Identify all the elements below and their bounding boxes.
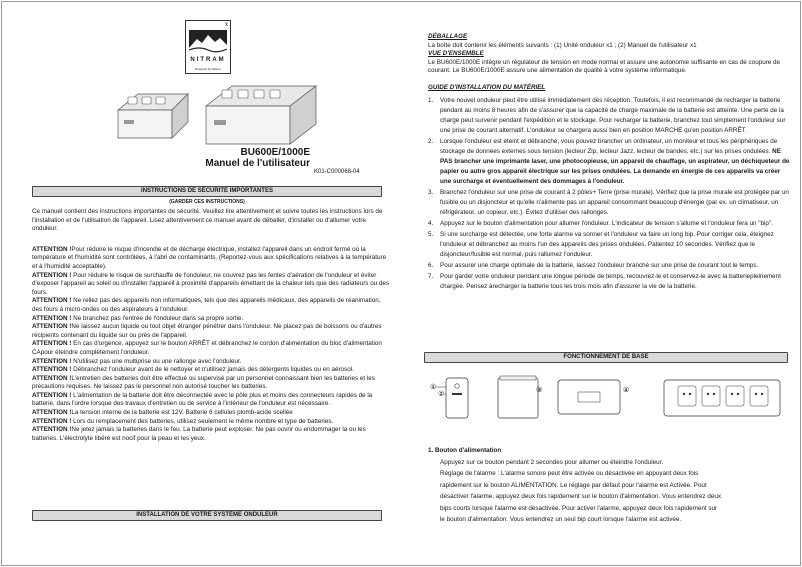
- warning-label: ATTENTION !: [32, 374, 72, 382]
- ups-panel-diagram: [428, 370, 788, 430]
- right-column: [428, 33, 793, 293]
- safety-warning: [32, 246, 390, 272]
- installation-steps: [428, 96, 793, 292]
- logo-corner-mark: x: [225, 22, 228, 28]
- installation-step: [428, 219, 793, 229]
- warning-text: L'entretien des batteries doit être effectué ou supervisé par un personnel connaissant bien les batteries et les précautions requises. Ne laissez pas le personnel non autorisé toucher les batteries.: [32, 374, 375, 391]
- warning-text: Lors du remplacement des batteries, utilisez seulement le même nombre et type de batteries.: [71, 417, 334, 425]
- warning-text: Ne reliez pas des appareils non informatiques, tels que des appareils médicaux, des appareils de réanimation, des fours à micro-ondes ou des aspirateurs à l'onduleur.: [32, 297, 381, 313]
- safety-warning: [32, 366, 390, 375]
- install-section-header: INSTALLATION DE VOTRE SYSTÈME ONDULEUR: [32, 510, 382, 521]
- safety-warning: [32, 409, 390, 418]
- safety-warning: [32, 375, 390, 392]
- logo-brand: NITRAM: [190, 57, 226, 63]
- callout-2: ②: [438, 390, 445, 398]
- step-number: 3.: [428, 188, 434, 196]
- power-line: Réglage de l'alarme : L'alarme sonore peut être activée ou désactivée en appuyant deux fois: [440, 470, 699, 477]
- safety-caption: (GARDER CES INSTRUCTIONS): [169, 199, 245, 205]
- safety-warning: [32, 418, 390, 427]
- socket-icon: [726, 386, 744, 406]
- step-text: Pour assurer une charge optimale de la batterie, laissez l'onduleur branché sur une prise de courant tout le temps.: [440, 261, 759, 269]
- small-unit-side-view: [498, 376, 542, 418]
- document-code: K01-C000068-04: [314, 169, 360, 175]
- small-unit-front-view: [430, 378, 468, 418]
- step-text: Appuyez sur le bouton d'alimentation pour allumer l'onduleur. L'indicateur de tension s'allume et l'onduleur fera un "bip".: [440, 219, 773, 227]
- warning-text: Ne jetez jamais la batteries dans le feu. La batterie peut exploser. Ne pas ouvrir ou endommager la ou les batteries. L'électrolyte libéré est nocif pour la peau et les yeux.: [32, 426, 366, 442]
- warning-text: Ne branchez pas l'entrée de l'onduleur dans sa propre sortie.: [71, 314, 244, 322]
- power-button-section: [428, 445, 793, 526]
- warning-label: ATTENTION !: [32, 409, 72, 417]
- warning-label: ATTENTION !: [32, 297, 72, 305]
- power-line: Appuyez sur ce bouton pendant 2 secondes pour allumer ou éteindre l'onduleur.: [440, 458, 664, 466]
- warning-label: ATTENTION !: [32, 340, 72, 348]
- safety-warning-list: [32, 246, 390, 444]
- warning-text: Pour réduire le risque de surchauffe de l'onduleur, ne couvrez pas les fentes d'aération de l'onduleur et éviter d'exposer l'appareil au soleil ou d'installer l'appareil à proximité d'appareils émettant de la chaleur tels que des radiateurs ou des fours.: [32, 271, 390, 296]
- power-line: le bouton d'alimentation. Vous entendrez un seul bip court lorsque l'alarme est activée.: [440, 516, 682, 523]
- step-text: Lorsque l'onduleur est éteint et débranché, vous pouvez brancher un ordinateur, un moniteur et tous les périphériques de stockage de données externes sous tension (lecteur Zip, lecteur Jazz, lecteur de bandes, etc.) sur les prises ondulées.: [440, 137, 778, 155]
- ups-large-unit: [206, 86, 316, 144]
- safety-instructions: [32, 208, 390, 443]
- warning-text: Pour réduire le risque d'incendie et de décharge électrique, installez l'appareil dans un endroit fermé où la température et l'humidité sont contrôlées, à l'abri de contaminants. (Reportez-vous aux spécifications relatives à la température et à l'humidité acceptable).: [32, 245, 387, 270]
- step-number: 2.: [428, 137, 434, 145]
- safety-warning: [32, 315, 390, 324]
- step-number: 4.: [428, 219, 434, 227]
- large-unit-top-view: [664, 380, 780, 416]
- power-line: désactiver l'alarme, appuyez deux fois rapidement sur le bouton d'alimentation. Vous entendrez deux: [440, 493, 722, 500]
- unpacking-heading: DÉBALLAGE: [428, 33, 468, 40]
- warning-text: La tension interne de la batterie est 12V. Batterie 6 cellules plomb-acide scellée: [71, 409, 293, 417]
- installation-step: [428, 272, 793, 292]
- step-number: 6.: [428, 261, 434, 269]
- logo-tagline: Powered by Nature: [195, 67, 221, 71]
- cover-title: [100, 147, 310, 169]
- warning-text: Ne laissez aucun liquide ou tout objet étranger pénétrer dans l'onduleur. Ne placez pas de boissons ou d'autres récipients contenant du liquide sur ou près de l'appareil.: [32, 323, 382, 339]
- warning-label: ATTENTION !: [32, 314, 72, 322]
- safety-section-header: INSTRUCTIONS DE SÉCURITÉ IMPORTANTES: [32, 186, 382, 197]
- power-button-icon: [455, 384, 459, 388]
- ups-small-unit: [118, 94, 188, 138]
- installation-step: [428, 230, 793, 260]
- ups-product-illustration: [110, 80, 330, 150]
- warning-label: ATTENTION !: [32, 426, 72, 434]
- step-text: Branchez l'onduleur sur une prise de courant à 2 pôles+ Terre (prise murale). Vérifiez que la prise murale est protégée par un fusible ou un disjoncteur et qu'elle n'alimente pas un appareil consommant beaucoup d'énergie (par ex. un climatiseur, un réfrigérateur, un copieur, etc.). Évitez d'utiliser des rallonges.: [440, 188, 789, 216]
- step-warning-bold: NE PAS brancher une imprimante laser, une photocopieuse, un appareil de chauffage, un aspirateur, un déchiqueteur de papier ou autre gros appareil électrique sur les prises ondulées. La demande en énergie de ces appareils va créer une surcharge et éventuellement des dommages à l'onduleur.: [440, 147, 790, 185]
- installation-step: [428, 96, 793, 136]
- warning-text: Débranchez l'onduleur avant de le nettoyer et n'utilisez jamais des détergents liquides ou en aérosol.: [71, 366, 354, 374]
- warning-label: ATTENTION !: [32, 245, 72, 253]
- manual-title: Manuel de l'utilisateur: [205, 158, 310, 169]
- socket-icon: [678, 386, 696, 406]
- brand-logo: [185, 20, 231, 74]
- step-text: Si une surcharge est détectée, une forte alarme va sonner et l'onduleur va faire un long bip. Pour corriger cela, éteignez l'onduleur et débranchez au moins l'un des appareils des prises ondulées. Patientez 10 secondes. Vérifiez que le disjoncteur/fusible est normal, puis rallumez l'onduleur.: [440, 230, 774, 258]
- step-text: Pour garder votre onduleur pendant une longue période de temps, recouvrez-le et conservez-le avec la batterieplelnement chargée. Pensez àrecharger la batterie tous les trois mois afin d'assurer la vie de la batterie.: [440, 272, 781, 290]
- mountain-icon: [189, 30, 227, 54]
- model-name: BU600E/1000E: [240, 147, 310, 158]
- warning-text: N'utilisez pas une multiprise ou une rallonge avec l'onduleur.: [71, 357, 242, 365]
- warning-label: ATTENTION !: [32, 323, 72, 331]
- warning-text: L'alimentation de la batterie doit être déconnectée avec le pôle plus et moins des connecteurs rapides de la batterie, dans l'ordre lorsque des travaux d'entretien ou de service à l'intérieur de l'onduleur est nécessaire.: [32, 391, 373, 408]
- overview-heading: VUE D'ENSEMBLE: [428, 50, 484, 58]
- step-text: Votre nouvel onduleur peut être utilisé immédiatement dès réception. Toutefois, il est recommandé de recharger la batterie pendant au moins 8 heures afin de s'assurer que la capacité de charge maximale de la batterie est atteinte. Une perte de la charge peut survenir pendant l'expédition et le stockage. Pour recharger la batterie, branchez tout simplement l'onduleur sur une prise de courant alternatif. L'onduleur se chargera aussi bien en position MARCHE qu'en position ARRÊT.: [440, 96, 786, 134]
- warning-label: ATTENTION !: [32, 391, 72, 399]
- large-unit-front-view: [558, 380, 629, 414]
- safety-warning: [32, 297, 390, 314]
- warning-label: ATTENTION !: [32, 417, 72, 425]
- safety-warning: [32, 358, 390, 367]
- power-line: bips courts lorsque l'alarme est désactivée. Pour activer l'alarme, appuyez deux fois rapidement sur: [440, 504, 718, 512]
- callout-3: ③: [536, 386, 543, 394]
- warning-label: ATTENTION !: [32, 271, 72, 279]
- safety-warning: [32, 392, 390, 409]
- callout-4: ④: [623, 386, 630, 394]
- step-number: 5.: [428, 230, 434, 238]
- safety-warning: [32, 323, 390, 340]
- safety-intro: Ce manuel contient des instructions importantes de sécurité. Veuillez lire attentivement et suivre toutes les instructions lors de l'installation et de l'utilisation de l'appareil. Lisez attentivement ce manuel avant de déballer, d'installer ou d'allumer votre onduleur.: [32, 208, 383, 233]
- callout-1: ①: [430, 383, 437, 391]
- step-number: 7.: [428, 272, 434, 280]
- installation-step: [428, 261, 793, 271]
- unpacking-text: La boîte doit contenir les éléments suivants : (1) Unité onduleur x1 ; (2) Manuel de l'utilisateur x1: [428, 41, 697, 49]
- warning-text: En cas d'urgence, appuyez sur le bouton ARRÊT et débranchez le cordon d'alimentation du bloc d'alimentation CApour éteindre complètement l'onduleur.: [32, 340, 382, 356]
- installation-step: [428, 137, 793, 187]
- safety-warning: [32, 426, 390, 443]
- basic-operation-header: FONCTIONNEMENT DE BASE: [424, 352, 788, 363]
- power-line: rapidement sur le bouton ALIMENTATION. Le réglage par défaut pour l'alarme est Activée. Pour: [440, 481, 707, 489]
- guide-heading: GUIDE D'INSTALLATION DU MATÉRIEL: [428, 83, 546, 91]
- socket-icon: [750, 386, 768, 406]
- step-number: 1.: [428, 96, 434, 104]
- warning-label: ATTENTION !: [32, 357, 72, 365]
- warning-label: ATTENTION !: [32, 366, 72, 374]
- overview-text: Le BU600E/1000E intègre un régulateur de tension en mode normal et assure une autonomie suffisante en cas de coupure de courant. Le BU600E/1000E assure une alimentation de qualité à votre système informatique.: [428, 58, 781, 75]
- socket-icon: [702, 386, 720, 406]
- installation-step: [428, 188, 793, 218]
- power-button-title: 1. Bouton d'alimentation: [428, 447, 502, 454]
- safety-warning: [32, 340, 390, 357]
- safety-warning: [32, 272, 390, 298]
